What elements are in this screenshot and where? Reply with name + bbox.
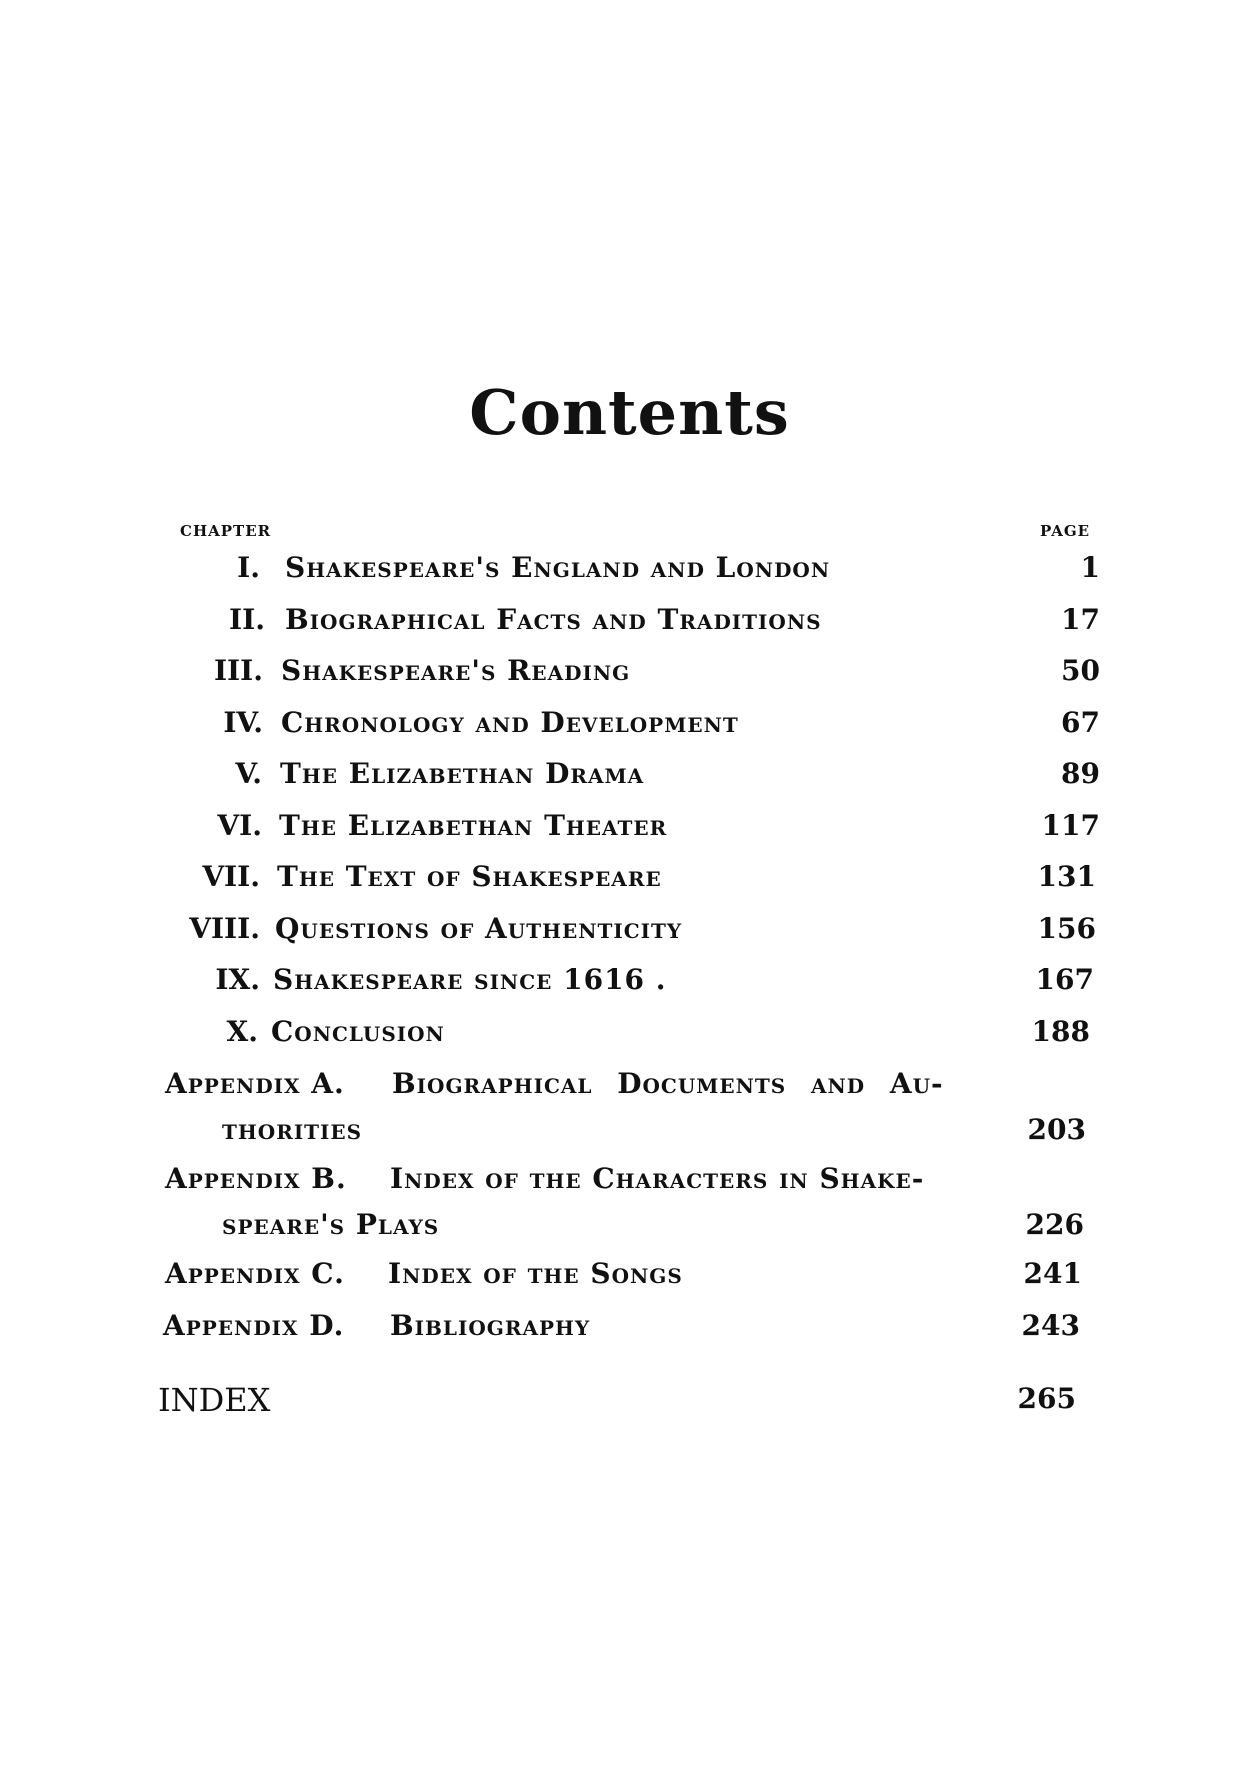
appendix-page: 241 bbox=[1023, 1257, 1082, 1290]
page-column-header: PAGE bbox=[1040, 522, 1091, 540]
chapter-page: 167 bbox=[1035, 963, 1094, 996]
chapter-page: 156 bbox=[1037, 912, 1096, 945]
page-title: Contents bbox=[469, 376, 790, 449]
chapter-title: Biographical Facts and Traditions bbox=[285, 603, 822, 636]
chapter-number: IV. bbox=[223, 706, 263, 739]
chapter-number: X. bbox=[226, 1015, 258, 1048]
chapter-page: 17 bbox=[1061, 603, 1100, 636]
appendix-label: Appendix D. bbox=[163, 1309, 345, 1342]
chapter-title: Shakespeare's England and London bbox=[285, 551, 831, 584]
chapter-number: VI. bbox=[217, 809, 262, 842]
chapter-page: 131 bbox=[1037, 860, 1096, 893]
chapter-page: 188 bbox=[1031, 1015, 1090, 1048]
chapter-title: The Text of Shakespeare bbox=[277, 860, 662, 893]
chapter-number: V. bbox=[235, 757, 262, 790]
index-label: INDEX bbox=[158, 1381, 271, 1419]
appendix-title-line2: thorities bbox=[222, 1113, 363, 1146]
appendix-title-line2: speare's Plays bbox=[222, 1208, 440, 1241]
chapter-page: 89 bbox=[1061, 757, 1100, 790]
appendix-title-line1: Index of the Characters in Shake- bbox=[390, 1162, 925, 1195]
appendix-page: 203 bbox=[1027, 1113, 1086, 1146]
index-page: 265 bbox=[1017, 1382, 1076, 1415]
chapter-column-header: CHAPTER bbox=[180, 522, 272, 540]
chapter-title: Shakespeare since 1616 . bbox=[273, 963, 667, 996]
chapter-number: I. bbox=[237, 551, 260, 584]
chapter-title: Chronology and Development bbox=[281, 706, 739, 739]
chapter-title: Conclusion bbox=[271, 1015, 445, 1048]
chapter-number: II. bbox=[229, 603, 265, 636]
appendix-title-line1: Biographical Documents and Au- bbox=[392, 1067, 944, 1100]
chapter-number: III. bbox=[213, 654, 263, 687]
appendix-title-line1: Bibliography bbox=[390, 1309, 591, 1342]
appendix-label: Appendix B. bbox=[165, 1162, 347, 1195]
appendix-title-line1: Index of the Songs bbox=[388, 1257, 683, 1290]
chapter-number: VIII. bbox=[189, 912, 260, 945]
chapter-page: 117 bbox=[1041, 809, 1100, 842]
chapter-page: 1 bbox=[1080, 551, 1100, 584]
appendix-label: Appendix A. bbox=[165, 1067, 345, 1100]
chapter-number: VII. bbox=[202, 860, 260, 893]
appendix-page: 226 bbox=[1025, 1208, 1084, 1241]
chapter-page: 50 bbox=[1061, 654, 1100, 687]
chapter-number: IX. bbox=[215, 963, 260, 996]
chapter-title: The Elizabethan Theater bbox=[279, 809, 668, 842]
chapter-page: 67 bbox=[1061, 706, 1100, 739]
chapter-title: Questions of Authenticity bbox=[275, 912, 683, 945]
appendix-label: Appendix C. bbox=[165, 1257, 345, 1290]
chapter-title: Shakespeare's Reading bbox=[281, 654, 631, 687]
chapter-title: The Elizabethan Drama bbox=[280, 757, 645, 790]
appendix-page: 243 bbox=[1021, 1309, 1080, 1342]
